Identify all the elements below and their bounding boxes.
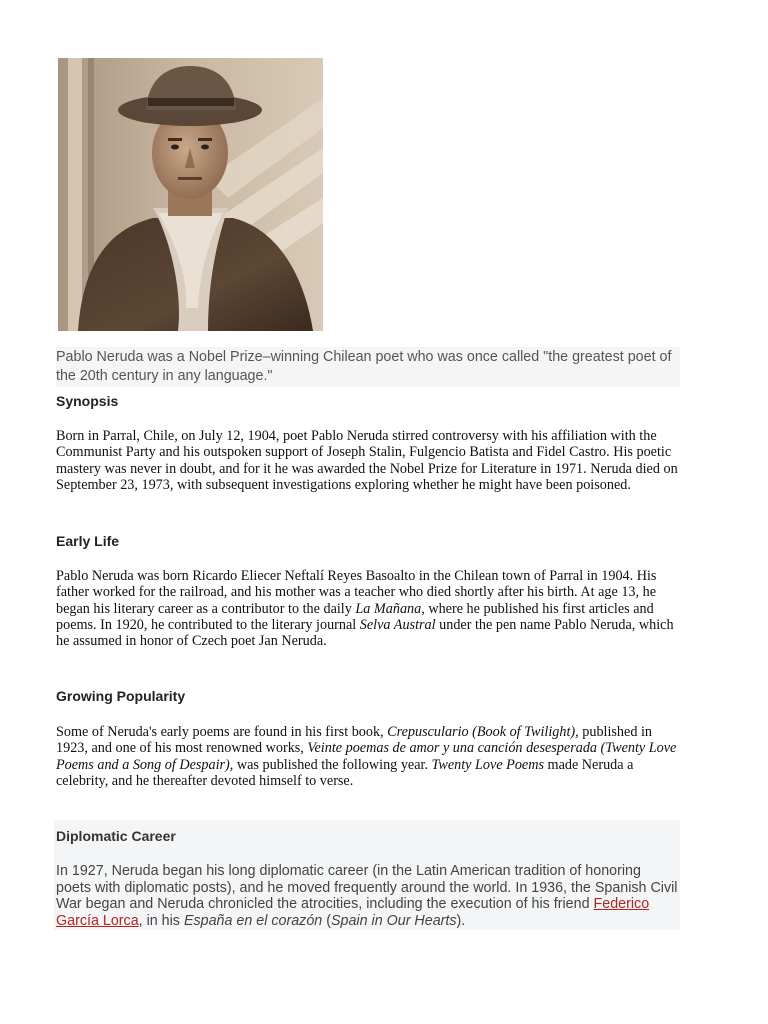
text-span: under the pen name Pablo Neruda, which he assumed in honor of Czech poet Jan Neruda. (56, 616, 674, 650)
text-span: ). (456, 913, 466, 930)
growing-popularity-paragraph (56, 724, 680, 789)
book-title: Spain in Our Hearts (330, 913, 457, 930)
portrait-illustration (58, 58, 323, 331)
text-span: ( (322, 913, 331, 930)
text-span: Pablo Neruda was born Ricardo Eliecer Neftalí Reyes Basoalto in the Chilean town of Parral in 1904. His father worked for the railroad, and his mother was a teacher who died shortly after his birth. At age 13, he began his literary career as a contributor to the daily (56, 568, 657, 617)
section-heading-diplomatic-career: Diplomatic Career (56, 828, 176, 844)
photo-caption: Pablo Neruda was a Nobel Prize–winning Chilean poet who was once called "the greatest poet of the 20th century in any language." (56, 347, 680, 387)
link-federico-garcia-lorca[interactable]: Federico García Lorca (56, 896, 650, 930)
text-span: , was published the following year. (229, 756, 432, 773)
publication-title: La Mañana (355, 600, 422, 617)
book-title: España en el corazón (183, 913, 323, 930)
text-span: , published in 1923, and one of his most renowned works, (56, 724, 653, 757)
section-heading-synopsis: Synopsis (56, 393, 119, 409)
portrait-photo (58, 58, 323, 331)
text-span: made Neruda a celebrity, and he thereafter devoted himself to verse. (56, 756, 634, 789)
synopsis-paragraph: Born in Parral, Chile, on July 12, 1904, poet Pablo Neruda stirred controversy with his affiliation with the Communist Party and his outspoken support of Joseph Stalin, Fulgencio Batista and Fidel Castro. His poetic mastery was never in doubt, and for it he was awarded the Nobel Prize for Literature in 1971. Neruda died on September 23, 1973, with subsequent investigations exploring whether he might have been poisoned. (56, 428, 678, 493)
book-title: Twenty Love Poems (431, 756, 544, 773)
book-title: Veinte poemas de amor y una canción desesperada (Twenty Love Poems and a Song of Despair) (56, 740, 677, 773)
section-heading-growing-popularity: Growing Popularity (56, 688, 186, 704)
text-span: In 1927, Neruda began his long diplomatic career (in the Latin American tradition of honoring poets with diplomatic posts), and he moved frequently around the world. In 1936, the Spanish Civil War began and Neruda chronicled the atrocities, including the execution of his friend (56, 863, 678, 913)
book-title: Crepusculario (Book of Twilight) (387, 724, 576, 740)
text-span: , where he published his first articles and poems. In 1920, he contributed to the literary journal (56, 600, 654, 633)
text-span: , in his (138, 913, 184, 930)
publication-title: Selva Austral (359, 616, 436, 633)
diplomatic-career-paragraph (56, 863, 678, 930)
text-span: Some of Neruda's early poems are found in his first book, (56, 724, 388, 740)
section-heading-early-life: Early Life (56, 533, 120, 549)
early-life-paragraph (56, 568, 680, 649)
